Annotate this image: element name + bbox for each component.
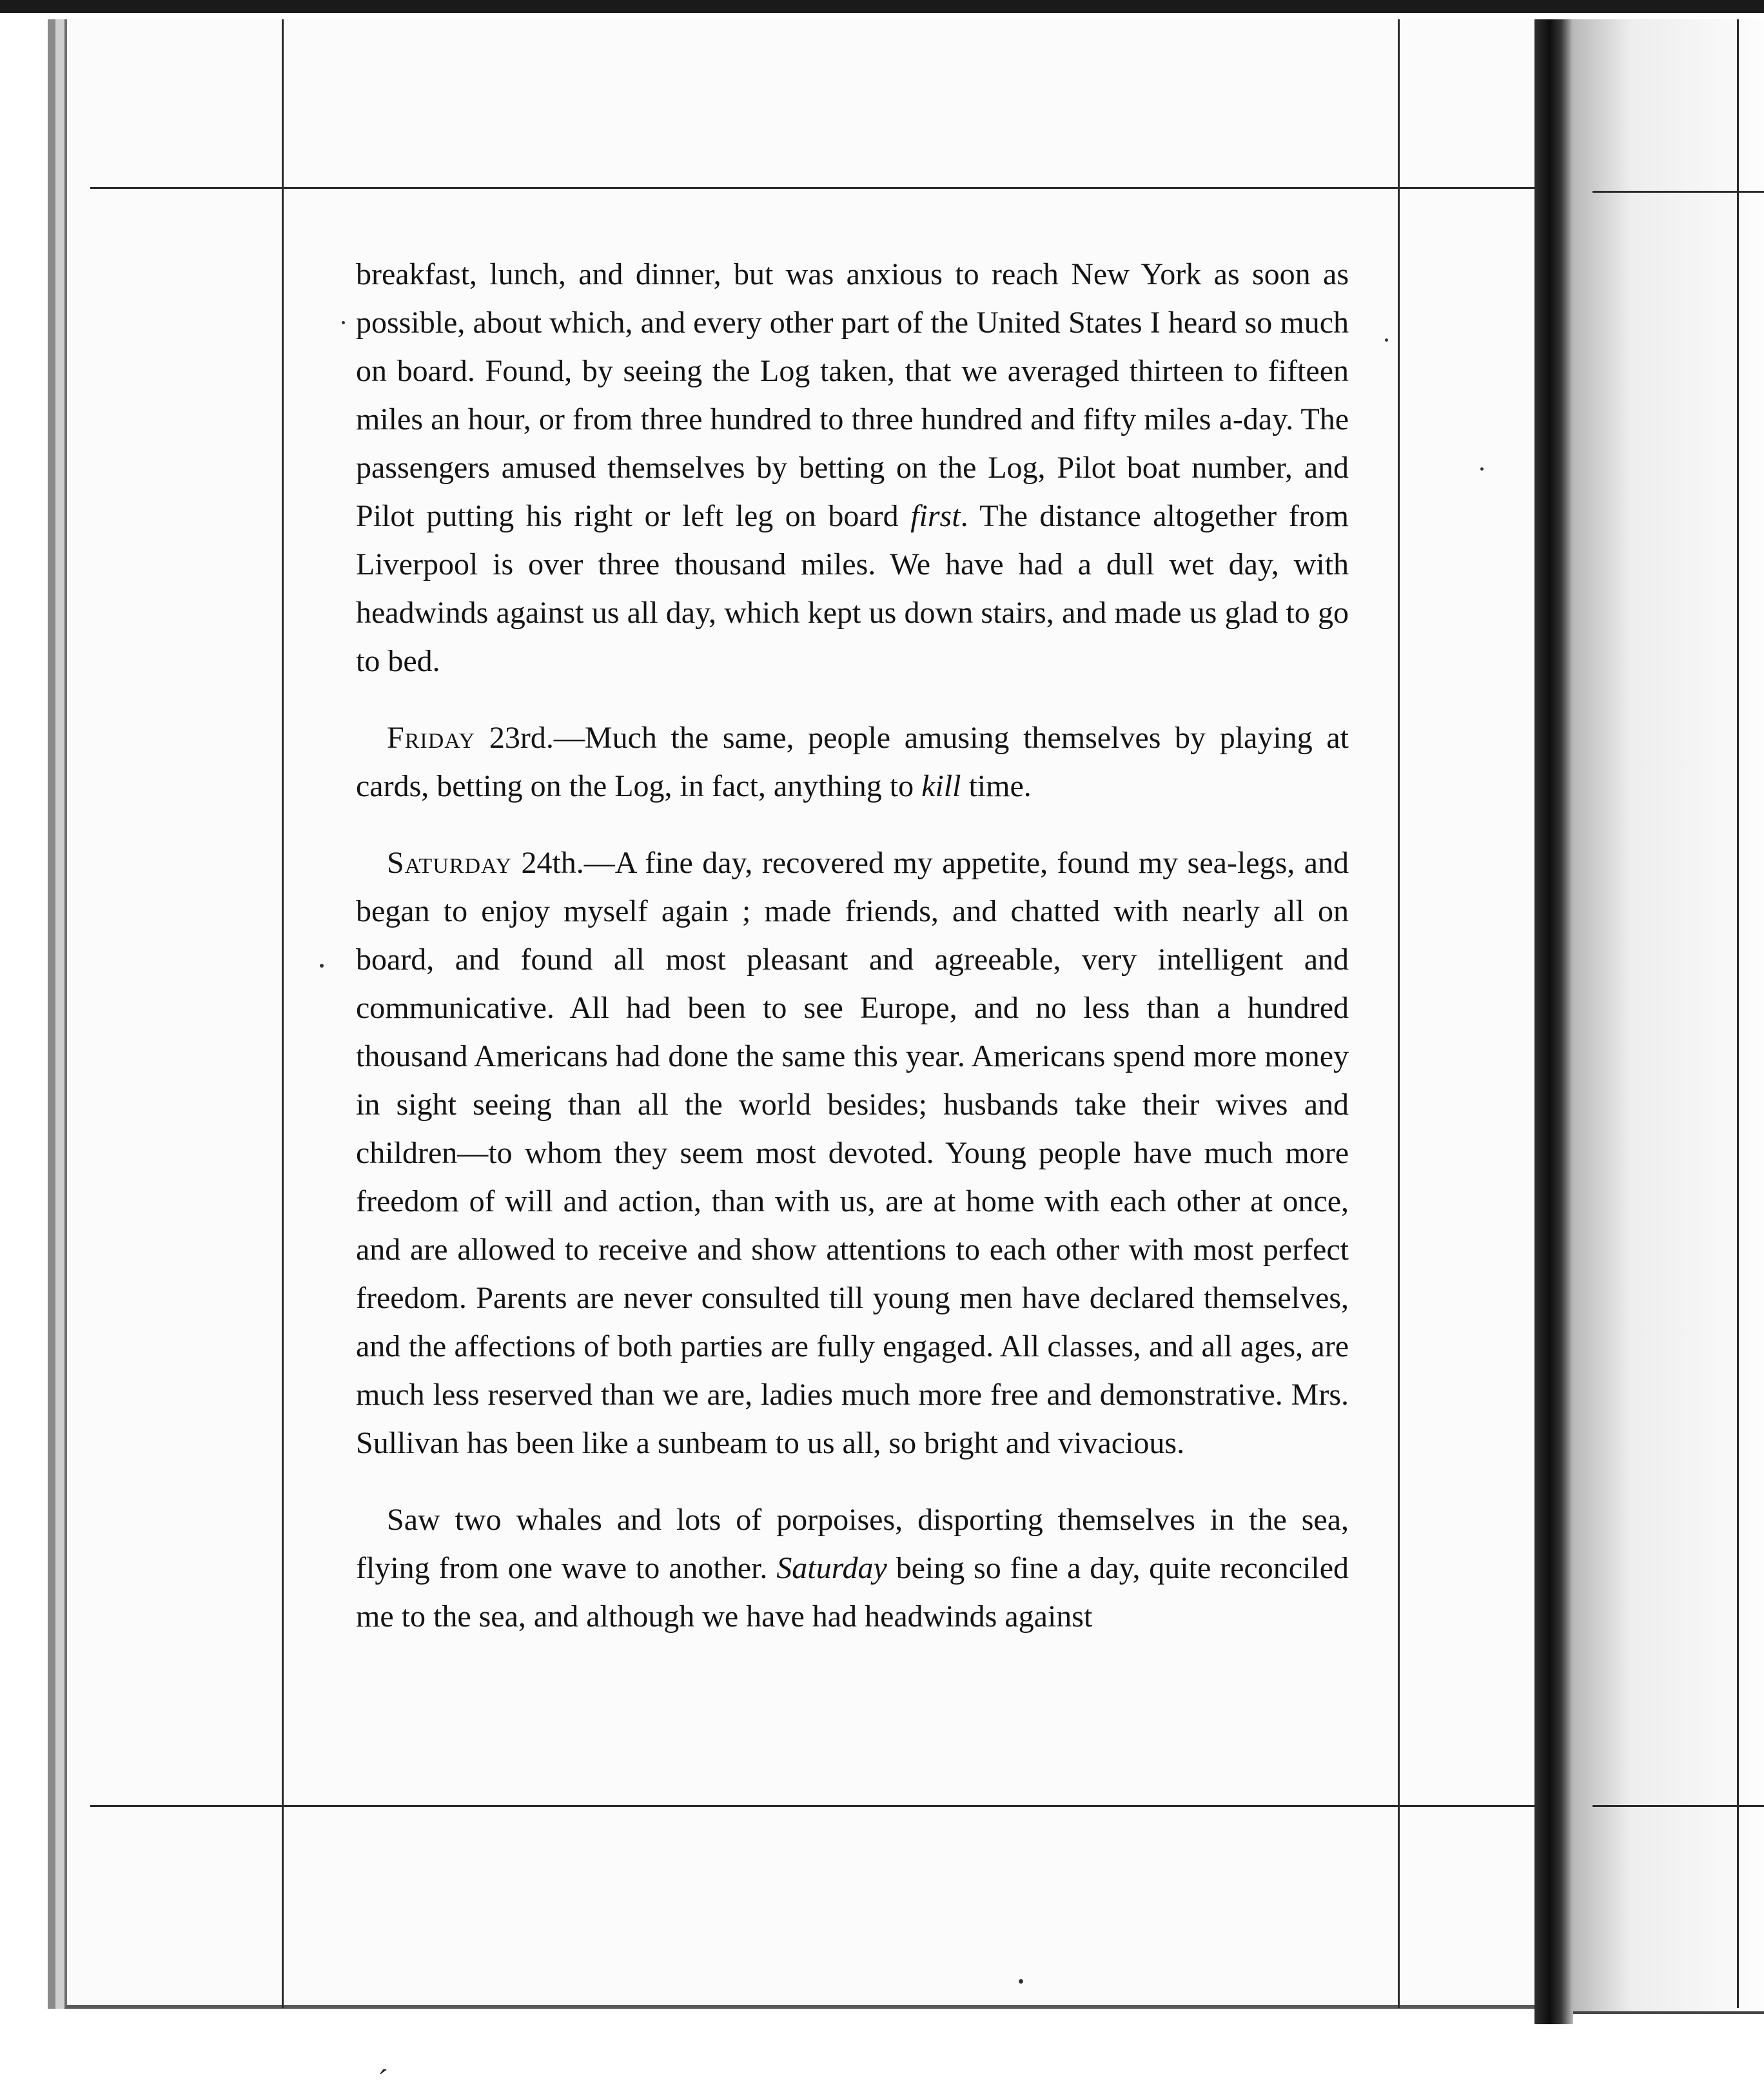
italic-text: first bbox=[910, 499, 961, 533]
paragraph bbox=[356, 714, 1349, 810]
text-run: . The distance altogether from Liverpool is over three thousand miles. We have had a dull wet day, with headwinds against us all day, which kept us down stairs, and made us glad to go to bed. bbox=[356, 499, 1349, 678]
frame-rule-left bbox=[282, 19, 284, 2008]
scan-speck bbox=[1019, 1979, 1023, 1984]
entry-day: Saturday bbox=[387, 846, 513, 880]
frame-rule-bottom bbox=[90, 1805, 1534, 1807]
stray-mark: ˊ bbox=[378, 2064, 388, 2098]
body-text bbox=[356, 250, 1349, 1641]
paragraph bbox=[356, 839, 1349, 1467]
paragraph bbox=[356, 1496, 1349, 1641]
italic-text: kill bbox=[921, 769, 961, 803]
text-run: time. bbox=[961, 769, 1032, 803]
text-run: —Much the same, people amusing themselves by playing at cards, betting on the Log, in fact, anything to bbox=[356, 721, 1349, 803]
entry-day: Friday bbox=[387, 721, 476, 755]
frame-rule-right bbox=[1398, 19, 1400, 2008]
frame-rule-top bbox=[90, 187, 1534, 189]
text-run: being so fine a day, quite reconciled me to the sea, and although we have had headwinds against bbox=[356, 1551, 1349, 1634]
scan-speck bbox=[1480, 467, 1484, 471]
text-run: —A fine day, recovered my appetite, found my sea-legs, and began to enjoy myself again ; made friends, and chatted with nearly all on board, and found all most pleasant and agreeable, very intelligent and communicative. All had been to see Europe, and no less than a hundred thousand Americans had done the same this year. Americans spend more money in sight seeing than all the world besides; husbands take their wives and children—to whom they seem most devoted. Young people have much more freedom of will and action, than with us, are at home with each other at once, and are allowed to receive and show attentions to each other with most perfect freedom. Parents are never consulted till young men have declared themselves, and the affections of both parties are fully engaged. All classes, and all ages, are much less reserved than we are, ladies much more free and demonstrative. Mrs. Sullivan has been like a sunbeam to us all, so bright and vivacious. bbox=[356, 846, 1349, 1460]
text-run: breakfast, lunch, and dinner, but was anxious to reach New York as soon as possible, about which, and every other part of the United States I heard so much on board. Found, by seeing the Log taken, that we averaged thirteen to fifteen miles an hour, or from three hundred to three hundred and fifty miles a-day. The passengers amused themselves by betting on the Log, Pilot boat number, and Pilot putting his right or left leg on board bbox=[356, 257, 1349, 533]
scan-top-border bbox=[0, 0, 1764, 13]
paragraph bbox=[356, 250, 1349, 685]
book-gutter bbox=[1534, 19, 1573, 2024]
frame-rule-facing bbox=[1737, 19, 1739, 2008]
text-run: Saw two whales and lots of porpoises, disporting themselves in the sea, flying from one wave to another. bbox=[356, 1503, 1349, 1585]
entry-date: 23rd. bbox=[475, 721, 554, 755]
scan-speck bbox=[320, 964, 324, 968]
italic-text: Saturday bbox=[776, 1551, 887, 1585]
right-page-edge bbox=[1573, 19, 1764, 2014]
scan-speck bbox=[1385, 338, 1388, 342]
entry-date: 24th. bbox=[512, 846, 584, 880]
scan-speck bbox=[342, 321, 345, 324]
